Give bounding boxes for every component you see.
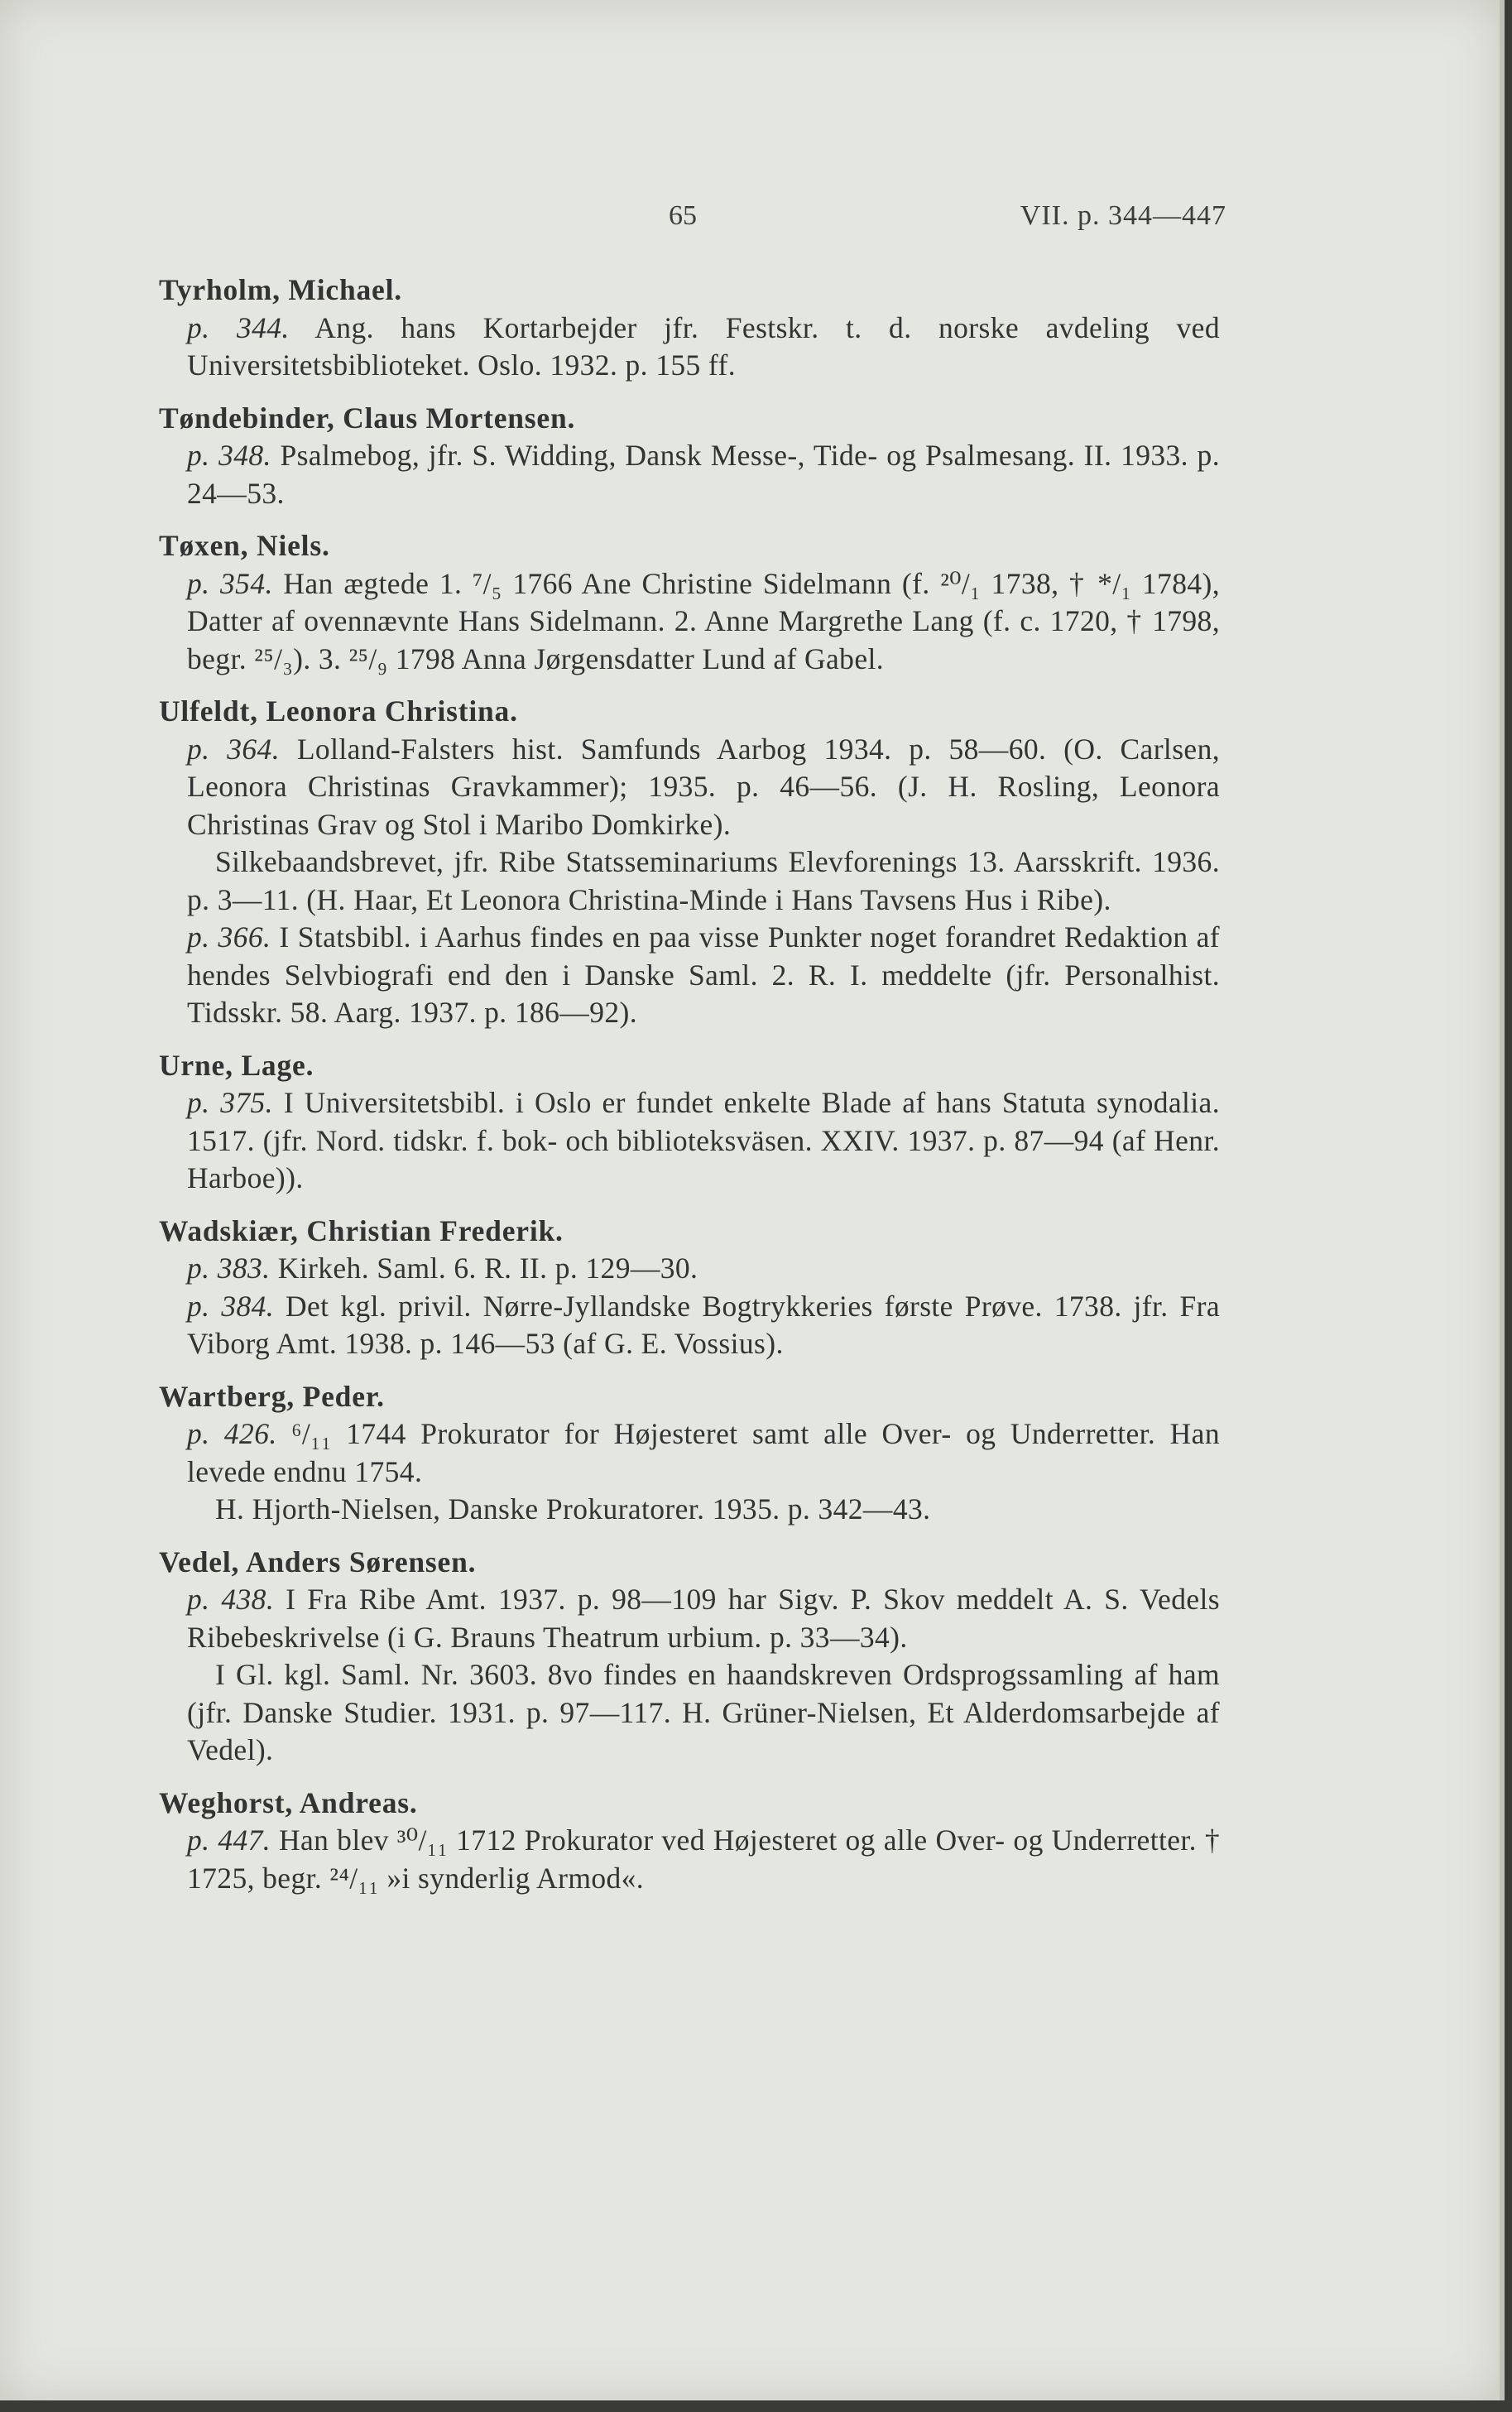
entry-paragraph	[187, 1491, 1220, 1529]
paragraph-text: Psalmebog, jfr. S. Widding, Dansk Messe-, Tide- og Psalmesang. II. 1933. p. 24—53.	[187, 439, 1220, 510]
page-reference: p. 364.	[187, 732, 280, 766]
page-reference: p. 375.	[187, 1086, 273, 1119]
entry-name: Vedel, Anders Sørensen.	[159, 1545, 477, 1578]
paragraph-text: Han blev ³⁰/₁₁ 1712 Prokurator ved Højesteret og alle Over- og Underretter. † 1725, begr. ²⁴/₁₁ »i synderlig Armod«.	[187, 1823, 1220, 1895]
entry-name: Urne, Lage.	[159, 1048, 314, 1082]
paragraph-text: H. Hjorth-Nielsen, Danske Prokuratorer. 1935. p. 342—43.	[215, 1492, 931, 1526]
entry-paragraph	[187, 565, 1220, 679]
entry-name: Tøxen, Niels.	[159, 529, 330, 562]
page-reference: p. 366.	[187, 920, 271, 954]
paragraph-text: Ang. hans Kortarbejder jfr. Festskr. t. d. norske avdeling ved Universitetsbiblioteket. Oslo. 1932. p. 155 ff.	[187, 310, 1220, 382]
entry	[159, 1213, 1220, 1363]
entry	[159, 1785, 1220, 1898]
entry-paragraph	[187, 310, 1220, 385]
entry-name: Weghorst, Andreas.	[159, 1785, 418, 1819]
entry	[159, 1047, 1220, 1198]
paragraph-text: Det kgl. privil. Nørre-Jyllandske Bogtrykkeries første Prøve. 1738. jfr. Fra Viborg Amt. 1938. p. 146—53 (af G. E. Vossius).	[187, 1289, 1220, 1360]
page-reference: p. 447.	[187, 1823, 271, 1857]
paragraph-text: Silkebaandsbrevet, jfr. Ribe Statsseminariums Elevforenings 13. Aarsskrift. 1936. p. 3—11. (H. Haar, Et Leonora Christina-Minde i Hans Tavsens Hus i Ribe).	[187, 845, 1220, 916]
entry-name: Tøndebinder, Claus Mortensen.	[159, 401, 576, 435]
entry-name: Wartberg, Peder.	[159, 1379, 385, 1413]
entry-paragraph	[187, 437, 1220, 512]
entry-paragraph	[187, 1656, 1220, 1770]
paragraph-text: ⁶/₁₁ 1744 Prokurator for Højesteret samt alle Over- og Underretter. Han levede endnu 1754.	[187, 1417, 1220, 1488]
page-reference: p. 426.	[187, 1417, 277, 1450]
entry-paragraph	[187, 1822, 1220, 1897]
entry	[159, 400, 1220, 513]
paragraph-text: Kirkeh. Saml. 6. R. II. p. 129—30.	[270, 1252, 698, 1285]
paragraph-text: Han ægtede 1. ⁷/₅ 1766 Ane Christine Sidelmann (f. ²⁰/₁ 1738, † */₁ 1784), Datter af ovennævnte Hans Sidelmann. 2. Anne Margrethe Lang (f. c. 1720, † 1798, begr. ²⁵/₃). 3. ²⁵/₉ 1798 Anna Jørgensdatter Lund af Gabel.	[187, 566, 1220, 675]
page-content	[159, 271, 1220, 1912]
entry	[159, 1378, 1220, 1529]
entry-paragraph	[187, 1250, 1220, 1288]
entry-paragraph	[187, 1415, 1220, 1491]
entry-paragraph	[187, 1288, 1220, 1363]
running-header	[669, 200, 1226, 242]
page-reference: p. 354.	[187, 566, 273, 600]
page-reference: p. 383.	[187, 1252, 271, 1285]
entry-paragraph	[187, 731, 1220, 844]
paragraph-text: I Gl. kgl. Saml. Nr. 3603. 8vo findes en haandskreven Ordsprogssamling af ham (jfr. Danske Studier. 1931. p. 97—117. H. Grüner-Nielsen, Et Alderdomsarbejde af Vedel).	[187, 1658, 1220, 1766]
paragraph-text: Lolland-Falsters hist. Samfunds Aarbog 1934. p. 58—60. (O. Carlsen, Leonora Christinas Gravkammer); 1935. p. 46—56. (J. H. Rosling, Leonora Christinas Grav og Stol i Maribo Domkirke).	[187, 732, 1220, 841]
entry-paragraph	[187, 919, 1220, 1032]
page-reference: p. 438.	[187, 1583, 275, 1616]
entry-name: Tyrholm, Michael.	[159, 273, 402, 306]
entry	[159, 271, 1220, 385]
page-range: VII. p. 344—447	[1020, 200, 1226, 231]
entry	[159, 693, 1220, 1032]
page-reference: p. 348.	[187, 439, 271, 472]
entry	[159, 1544, 1220, 1770]
entry-name: Wadskiær, Christian Frederik.	[159, 1213, 564, 1247]
paragraph-text: I Statsbibl. i Aarhus findes en paa visse Punkter noget forandret Redaktion af hendes Selvbiografi end den i Danske Saml. 2. R. I. meddelte (jfr. Personalhist. Tidsskr. 58. Aarg. 1937. p. 186—92).	[187, 920, 1220, 1029]
entry	[159, 527, 1220, 678]
entry-paragraph	[187, 1581, 1220, 1656]
entry-paragraph	[187, 1084, 1220, 1198]
entry-name: Ulfeldt, Leonora Christina.	[159, 694, 518, 728]
entry-paragraph	[187, 843, 1220, 919]
page-number: 65	[669, 200, 697, 231]
paragraph-text: I Fra Ribe Amt. 1937. p. 98—109 har Sigv. P. Skov meddelt A. S. Vedels Ribebeskrivelse (i G. Brauns Theatrum urbium. p. 33—34).	[187, 1583, 1220, 1654]
page-reference: p. 384.	[187, 1289, 275, 1323]
paragraph-text: I Universitetsbibl. i Oslo er fundet enkelte Blade af hans Statuta synodalia. 1517. (jfr. Nord. tidskr. f. bok- och biblioteksväsen. XXIV. 1937. p. 87—94 (af Henr. Harboe)).	[187, 1086, 1220, 1194]
page-reference: p. 344.	[187, 310, 290, 344]
